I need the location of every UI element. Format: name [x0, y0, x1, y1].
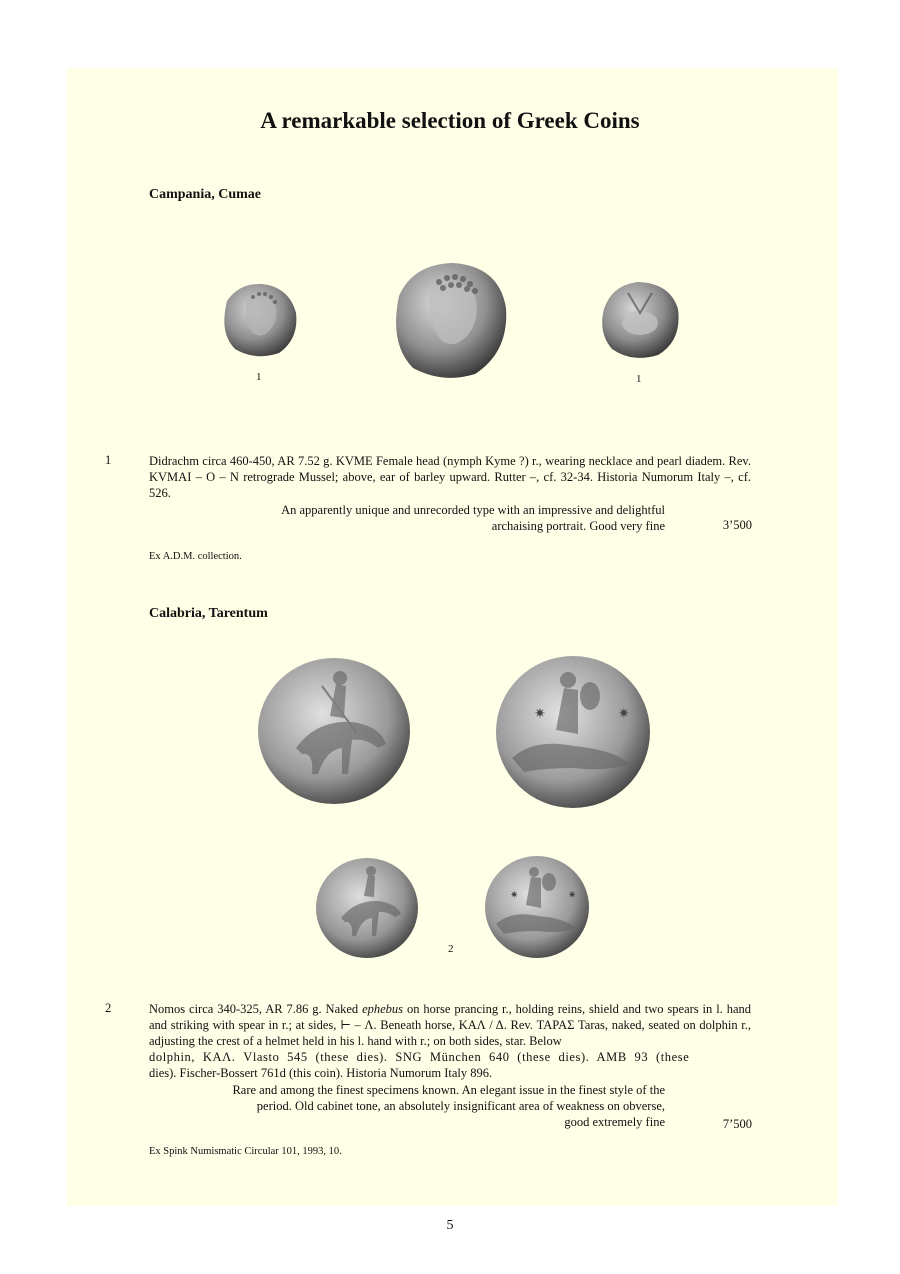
- svg-text:✷: ✷: [534, 707, 546, 722]
- section-heading-cumae: Campania, Cumae: [149, 187, 262, 202]
- lot-provenance: Ex Spink Numismatic Circular 101, 1993, 10.: [149, 1146, 342, 1157]
- coin-image-tarentum-obverse: [315, 856, 419, 960]
- coin-image-tarentum-reverse-enlarged: [494, 654, 652, 810]
- lot-description-text: dies). Fischer-Bossert 761d (this coin). Historia Numorum Italy 896.: [149, 1066, 493, 1080]
- lot-comment-line: An apparently unique and unrecorded type with an impressive and delightful: [281, 503, 665, 517]
- section-heading-tarentum: Calabria, Tarentum: [149, 606, 268, 621]
- lot-number: 2: [105, 1001, 112, 1015]
- lot-description-part: on horse prancing r., holding reins, shield and two spears in l. hand and striking with spear in r.; at sides, ⊢ – Λ. Beneath horse, ΚΑΛ / Δ. Rev. ΤΑΡΑΣ Taras, naked, seated on dolphin r., adjusting the crest of a helmet held in his l. hand with r.; on both sides, star. Below: [149, 1002, 751, 1048]
- page-title: A remarkable selection of Greek Coins: [260, 108, 640, 133]
- lot-description: [149, 1001, 751, 1081]
- coin-label: 1: [636, 373, 642, 385]
- lot-description-text: Didrachm circa 460-450, AR 7.52 g. KVME Female head (nymph Kyme ?) r., wearing necklace and pearl diadem. Rev. KVMAI – O – N retrograde Mussel; above, ear of barley upward. Rutter –, cf. 32-34. Historia Numorum Italy –, cf. 526.: [149, 454, 751, 500]
- coin-image-cumae-obverse-enlarged: [387, 260, 509, 382]
- svg-text:✷: ✷: [568, 890, 577, 901]
- coin-label: 2: [448, 943, 454, 955]
- lot-comment-line: Rare and among the finest specimens known. An elegant issue in the finest style of the: [232, 1083, 665, 1097]
- lot-comment: [232, 1082, 665, 1130]
- lot-description-text: [149, 1001, 751, 1049]
- lot-estimate: 7’500: [722, 1117, 752, 1131]
- svg-text:✷: ✷: [510, 890, 519, 901]
- lot-comment-line: archaising portrait. Good very fine: [491, 519, 665, 533]
- lot-number: 1: [105, 453, 112, 467]
- lot-comment-line: period. Old cabinet tone, an absolutely insignificant area of weakness on obverse,: [256, 1099, 665, 1113]
- lot-description-part: Nomos circa 340-325, AR 7.86 g. Naked: [149, 1002, 363, 1016]
- coin-image-cumae-obverse: [217, 281, 299, 359]
- coin-label: 1: [256, 371, 262, 383]
- svg-text:✷: ✷: [618, 707, 630, 722]
- coin-image-tarentum-obverse-enlarged: [256, 656, 412, 806]
- lot-description-emphasis: ephebus: [362, 1002, 404, 1016]
- lot-description: [149, 453, 751, 501]
- coin-image-tarentum-reverse: [484, 854, 590, 960]
- lot-description-text: dolphin, ΚΑΛ. Vlasto 545 (these dies). SNG München 640 (these dies). AMB 93 (these: [149, 1050, 690, 1064]
- lot-comment-line: good extremely fine: [564, 1115, 665, 1129]
- lot-comment: [281, 502, 665, 534]
- lot-provenance: Ex A.D.M. collection.: [149, 551, 242, 562]
- coin-image-cumae-reverse: [598, 279, 682, 361]
- page-number: 5: [446, 1218, 454, 1233]
- lot-estimate: 3’500: [722, 518, 752, 532]
